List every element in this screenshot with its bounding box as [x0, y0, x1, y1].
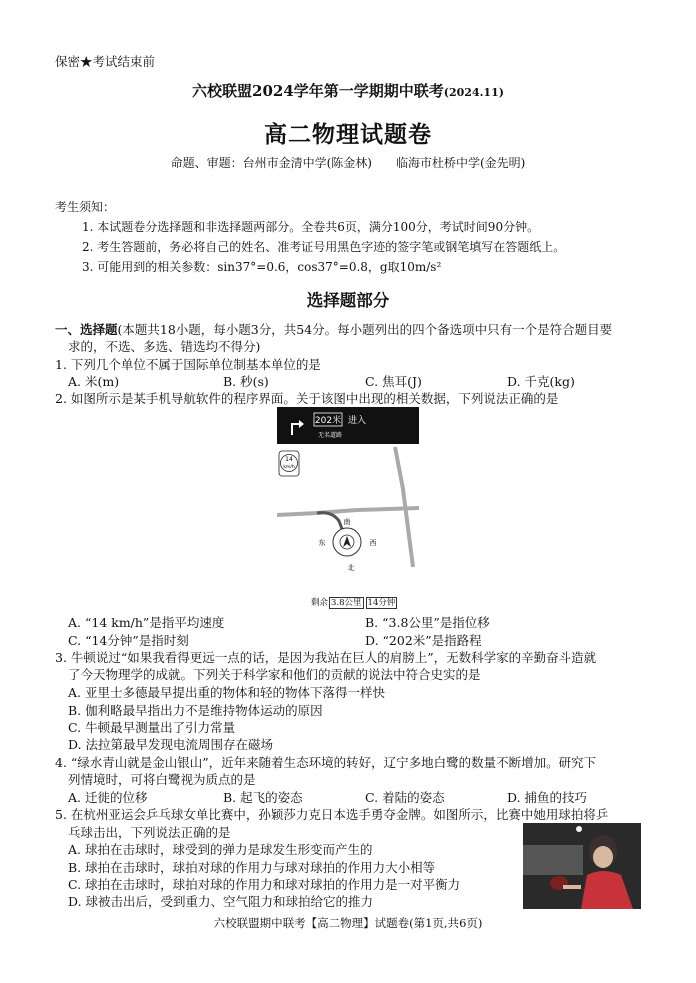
remain-time: 14分钟 — [367, 598, 396, 608]
q4-stem-line2: 列情境时，可将白鹭视为质点的是 — [68, 772, 256, 787]
exam-date: (2024.11) — [443, 86, 504, 99]
q2-option-d: D. “202米”是指路程 — [365, 633, 482, 648]
q4-option-b: B. 起飞的姿态 — [223, 790, 303, 805]
nav-enter: 进入 — [348, 416, 367, 426]
notice-item-1: 1. 本试题卷分选择题和非选择题两部分。全卷共6页，满分100分，考试时间90分钟。 — [82, 220, 540, 234]
q4-option-d: D. 捕鱼的技巧 — [507, 790, 588, 805]
compass-east: 东 — [318, 539, 326, 547]
q4-option-a: A. 迁徙的位移 — [68, 790, 148, 805]
q5-option-d: D. 球被击出后，受到重力、空气阻力和球拍给它的推力 — [68, 894, 374, 909]
q2-option-b: B. “3.8公里”是指位移 — [365, 615, 490, 630]
q2-option-c: C. “14分钟”是指时刻 — [68, 633, 189, 648]
part1-desc-line2: 求的，不选、多选、错选均不得分) — [68, 339, 261, 354]
notice-item-2: 2. 考生答题前，务必将自己的姓名、准考证号用黑色字迹的签字笔或钢笔填写在答题纸上。 — [82, 240, 566, 254]
remaining-info — [311, 596, 398, 608]
compass-south: 南 — [343, 518, 351, 526]
part1-head: 一、选择题 — [55, 322, 118, 337]
q4-stem-line1: 4. “绿水青山就是金山银山”，近年来随着生态环境的转好，辽宁多地白鹭的数量不断增加。研究下 — [55, 755, 597, 770]
speed-value: 14 — [285, 456, 293, 463]
q5-option-c: C. 球拍在击球时，球拍对球的作用力和球对球拍的作用力是一对平衡力 — [68, 877, 461, 892]
q2-option-a: A. “14 km/h”是指平均速度 — [68, 615, 225, 630]
q3-option-b: B. 伽利略最早指出力不是维持物体运动的原因 — [68, 703, 323, 718]
q3-option-c: C. 牛顿最早测量出了引力常量 — [68, 720, 236, 735]
ball-icon — [576, 826, 582, 832]
q5-stem-line2: 乓球击出，下列说法正确的是 — [68, 825, 231, 840]
q3-option-d: D. 法拉第最早发现电流周围存在磁场 — [68, 737, 274, 752]
confidential-mark: 保密★考试结束前 — [55, 54, 156, 69]
q1-option-d: D. 千克(kg) — [507, 374, 575, 389]
navigation-map-figure — [277, 407, 419, 590]
part1-desc-line1 — [55, 320, 612, 338]
remain-distance: 3.8公里 — [331, 598, 362, 608]
compass-west: 西 — [369, 539, 377, 547]
section-title: 选择题部分 — [306, 291, 390, 310]
speed-unit: km/h — [283, 465, 295, 470]
compass-north: 北 — [347, 564, 355, 572]
q1-stem: 1. 下列几个单位不属于国际单位制基本单位的是 — [55, 357, 321, 372]
photo-banner — [523, 845, 583, 875]
nav-distance: 202米 — [314, 416, 342, 426]
remain-label: 剩余 — [311, 598, 329, 608]
q3-option-a: A. 亚里士多德最早提出重的物体和轻的物体下落得一样快 — [68, 685, 385, 700]
notice-item-3: 3. 可能用到的相关参数：sin37°=0.6，cos37°=0.8，g取10m/s² — [82, 260, 442, 274]
q2-stem: 2. 如图所示是某手机导航软件的程序界面。关于该图中出现的相关数据，下列说法正确的是 — [55, 391, 559, 406]
exam-union-title — [0, 80, 696, 101]
part1-desc: (本题共18小题，每小题3分，共54分。每小题列出的四个备选项中只有一个是符合题目要 — [117, 322, 613, 337]
q3-stem-line1: 3. 牛顿说过“如果我看得更远一点的话，是因为我站在巨人的肩膀上”，无数科学家的辛勤奋斗造就 — [55, 650, 597, 665]
q1-option-b: B. 秒(s) — [223, 374, 269, 389]
q1-option-a: A. 米(m) — [68, 374, 120, 389]
player-arm — [563, 885, 581, 889]
page-title: 高二物理试题卷 — [264, 121, 432, 148]
q5-option-a: A. 球拍在击球时，球受到的弹力是球发生形变而产生的 — [68, 842, 373, 857]
q3-stem-line2: 了今天物理学的成就。下列关于科学家和他们的贡献的说法中符合史实的是 — [68, 667, 481, 682]
q5-stem-line1: 5. 在杭州亚运会乒乓球女单比赛中，孙颖莎力克日本选手勇夺金牌。如图所示，比赛中她用球拍将乒 — [55, 807, 609, 822]
table-tennis-photo — [523, 823, 641, 909]
union-name: 六校联盟2024学年第一学期期中联考 — [192, 82, 444, 100]
nav-road-name: 无名道路 — [318, 432, 343, 439]
q1-option-c: C. 焦耳(J) — [365, 374, 422, 389]
authors-line: 命题、审题：台州市金清中学(陈金林) 临海市杜桥中学(金先明) — [170, 156, 526, 170]
q5-option-b: B. 球拍在击球时，球拍对球的作用力与球对球拍的作用力大小相等 — [68, 860, 436, 875]
q4-option-c: C. 着陆的姿态 — [365, 790, 445, 805]
notice-title: 考生须知： — [55, 200, 116, 214]
page-footer: 六校联盟期中联考【高二物理】试题卷(第1页,共6页) — [213, 916, 483, 930]
player-face — [593, 846, 613, 868]
